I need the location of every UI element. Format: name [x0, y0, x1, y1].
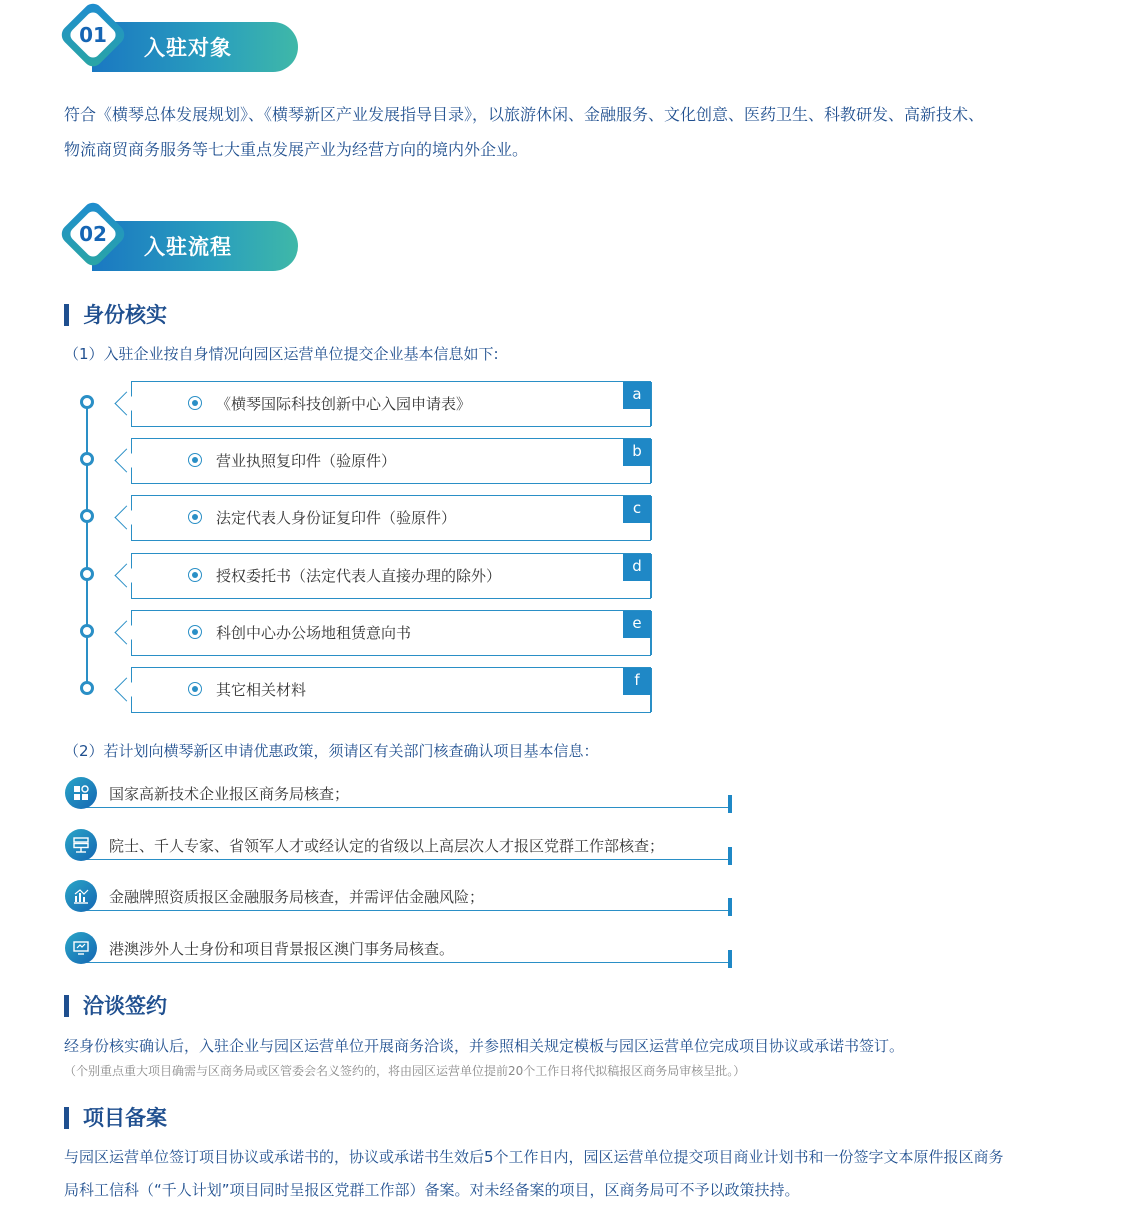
review-end-tick: [728, 898, 732, 916]
timeline-dot: [80, 624, 94, 638]
badge-number: 01: [79, 23, 107, 47]
document-tag: e: [623, 611, 651, 638]
apps-icon: [65, 777, 97, 809]
review-end-tick: [728, 950, 732, 968]
timeline-dot: [80, 509, 94, 523]
document-tag: a: [623, 382, 651, 409]
section-badge-02: [62, 205, 302, 277]
review-text: 院士、千人专家、省领军人才或经认定的省级以上高层次人才报区党群工作部核查；: [109, 837, 665, 855]
badge-title: 入驻对象: [144, 36, 232, 60]
timeline-dot: [80, 567, 94, 581]
review-item: [64, 777, 734, 813]
section1-text-line1: 符合《横琴总体发展规划》、《横琴新区产业发展指导目录》，以旅游休闲、金融服务、文化创意、医药卫生、科教研发、高新技术、: [64, 105, 985, 124]
section-badge-01: [62, 6, 302, 78]
radio-dot-icon: [188, 510, 202, 524]
review-underline: [80, 807, 730, 808]
review-underline: [80, 910, 730, 911]
timeline-dot: [80, 452, 94, 466]
review-text: 金融牌照资质报区金融服务局核查，并需评估金融风险；: [109, 888, 485, 906]
identity-heading: 身份核实: [64, 304, 167, 326]
review-item: [64, 932, 734, 968]
document-item: [131, 610, 651, 656]
document-item: [131, 381, 651, 427]
review-text: 港澳涉外人士身份和项目背景报区澳门事务局核查。: [109, 940, 455, 958]
filing-text-line2: 局科工信科（“千人计划”项目同时呈报区党群工作部）备案。对未经备案的项目，区商务局可不予以政策扶持。: [64, 1181, 800, 1199]
radio-dot-icon: [188, 396, 202, 410]
radio-dot-icon: [188, 568, 202, 582]
radio-dot-icon: [188, 682, 202, 696]
filing-heading: 项目备案: [64, 1107, 167, 1129]
timeline-dot: [80, 395, 94, 409]
document-label: 其它相关材料: [216, 681, 307, 699]
filing-text-line1: 与园区运营单位签订项目协议或承诺书的，协议或承诺书生效后5个工作日内，园区运营单位提交项目商业计划书和一份签字文本原件报区商务: [64, 1148, 1004, 1166]
review-item: [64, 880, 734, 916]
radio-dot-icon: [188, 453, 202, 467]
badge-title: 入驻流程: [144, 235, 232, 259]
document-label: 《横琴国际科技创新中心入园申请表》: [216, 395, 472, 413]
monitor-icon: [65, 932, 97, 964]
review-underline: [80, 859, 730, 860]
document-tag: d: [623, 554, 651, 581]
document-tag: f: [623, 668, 651, 695]
document-tag: c: [623, 496, 651, 523]
negotiation-note: （个别重点重大项目确需与区商务局或区管委会名义签约的，将由园区运营单位提前20个工作日将代拟稿报区商务局审核呈批。）: [64, 1064, 746, 1078]
document-label: 法定代表人身份证复印件（验原件）: [216, 509, 457, 527]
server-icon: [65, 829, 97, 861]
identity-step1: （1）入驻企业按自身情况向园区运营单位提交企业基本信息如下:: [64, 345, 499, 363]
review-underline: [80, 962, 730, 963]
review-end-tick: [728, 795, 732, 813]
timeline-line: [86, 398, 88, 690]
review-end-tick: [728, 847, 732, 865]
document-tag: b: [623, 439, 651, 466]
document-item: [131, 495, 651, 541]
review-text: 国家高新技术企业报区商务局核查；: [109, 785, 350, 803]
badge-number: 02: [79, 222, 107, 246]
document-item: [131, 438, 651, 484]
negotiation-heading: 洽谈签约: [64, 995, 167, 1017]
bar-chart-icon: [65, 880, 97, 912]
identity-step2: （2）若计划向横琴新区申请优惠政策，须请区有关部门核查确认项目基本信息：: [64, 742, 599, 760]
section1-text-line2: 物流商贸商务服务等七大重点发展产业为经营方向的境内外企业。: [64, 140, 529, 159]
document-label: 科创中心办公场地租赁意向书: [216, 624, 412, 642]
radio-dot-icon: [188, 625, 202, 639]
timeline-dot: [80, 681, 94, 695]
negotiation-text: 经身份核实确认后，入驻企业与园区运营单位开展商务洽谈，并参照相关规定模板与园区运营单位完成项目协议或承诺书签订。: [64, 1037, 905, 1055]
document-label: 营业执照复印件（验原件）: [216, 452, 397, 470]
document-item: [131, 667, 651, 713]
document-label: 授权委托书（法定代表人直接办理的除外）: [216, 567, 502, 585]
document-item: [131, 553, 651, 599]
review-item: [64, 829, 734, 865]
